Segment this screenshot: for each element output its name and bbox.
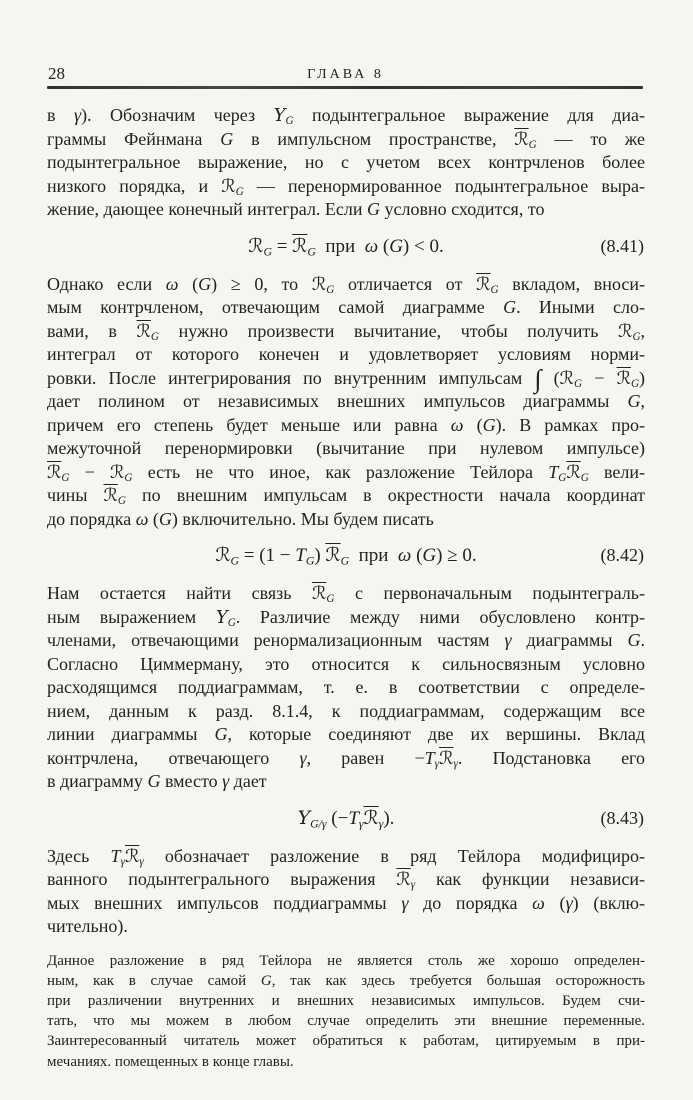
math-symbol: ω: [450, 414, 464, 435]
math-subscript: γ: [358, 816, 364, 830]
text-line: межуточной перенормировки (вычитание при нулевом импульсе): [47, 438, 645, 458]
inline-math: [147, 771, 160, 791]
display-formula: [47, 231, 645, 262]
formula-body: ℛ$_G$ = ℛ$_G$ при ω (G) < 0.: [248, 234, 444, 258]
inline-math: ∫: [534, 364, 542, 394]
formula-body: $Y_{G/\gamma}$ $(-T_\gamma ℛ_\gamma)$.: [297, 806, 395, 830]
inline-math: [248, 236, 272, 257]
text-line: дает полином от независимых внешних импульсов диаграммы G,: [47, 391, 645, 411]
math-symbol: ℛ: [476, 273, 491, 295]
inline-math: [560, 368, 582, 388]
paragraph: [47, 104, 645, 222]
math-symbol: G: [198, 273, 212, 294]
math-subscript: γ: [410, 879, 416, 892]
chapter-title: ГЛАВА 8: [307, 67, 384, 82]
text-line: причем его степень будет меньше или равна ω (G). В рамках про-: [47, 414, 645, 435]
math-symbol: ℛ: [325, 544, 341, 566]
math-symbol: ℛ: [47, 461, 62, 483]
math-symbol: G: [482, 414, 496, 435]
inline-math: [628, 391, 641, 411]
math-symbol: ℛ: [221, 175, 236, 197]
math-symbol: ℛ: [248, 234, 264, 257]
text-line: мых внешних импульсов поддиаграммы γ до порядка ω (γ) (вклю-: [47, 892, 645, 913]
math-symbol: T: [295, 545, 306, 566]
inline-math: [159, 509, 172, 529]
math-symbol: T: [348, 807, 359, 829]
math-subscript: G: [227, 616, 236, 629]
math-subscript: γ: [120, 855, 125, 868]
text-line: вами, в ℛ$_G$ нужно произвести вычитание, чтобы получить ℛ$_G$,: [47, 320, 645, 343]
math-symbol: ℛ: [124, 845, 140, 867]
math-symbol: ℛ: [110, 461, 125, 483]
text-line: низкого порядка, и ℛ$_G$ — перенормированное подынтегральное выра-: [47, 175, 645, 198]
math-symbol: T: [548, 461, 559, 482]
math-subscript: G/γ: [310, 816, 327, 830]
inline-math: [389, 236, 403, 257]
paragraph: [47, 845, 645, 939]
inline-math: [215, 545, 239, 566]
text-line: расходящимся поддиаграммам, т. е. в соответствии с определе-: [47, 677, 645, 697]
text-line: Данное разложение в ряд Тейлора не является столь же хорошо определен-: [47, 952, 645, 969]
page-number: 28: [48, 64, 65, 83]
math-symbol: ℛ: [363, 806, 379, 829]
text-line: ℛ$_G$ − ℛ$_G$ есть не что иное, как разложение Тейлора $T_Gℛ_G$ вели-: [47, 461, 645, 484]
inline-math: [103, 485, 126, 508]
math-symbol: Y: [273, 105, 286, 126]
math-subscript: G: [235, 185, 244, 198]
display-formula: [47, 540, 645, 571]
inline-math: [136, 509, 149, 529]
header-rule: [47, 86, 643, 89]
math-subscript: G: [305, 554, 315, 568]
math-symbol: ℛ: [136, 320, 151, 342]
page-body: [47, 104, 645, 1072]
math-subscript: G: [632, 330, 641, 343]
math-symbol: G: [389, 235, 403, 257]
math-symbol: G: [158, 508, 172, 529]
text-line: граммы Фейнмана G в импульсном пространстве, ℛ$_G$ — то же: [47, 128, 645, 151]
text-line: жение, дающее конечный интеграл. Если G условно сходится, то: [47, 199, 545, 219]
inline-math: [311, 583, 335, 606]
inline-math: [222, 771, 229, 791]
math-symbol: ω: [135, 508, 149, 529]
text-line: членами, отвечающими ренормализационным частям γ диаграммы G.: [47, 630, 645, 650]
inline-math: [166, 274, 179, 294]
text-line: ровки. После интегрирования по внутренним импульсам ∫ (ℛ$_G$ − ℛ$_G$): [47, 364, 645, 394]
equation-number: (8.41): [600, 235, 644, 256]
math-subscript: G: [150, 330, 159, 343]
inline-math: [451, 415, 464, 435]
math-subscript: G: [307, 244, 316, 258]
math-symbol: ℛ: [514, 128, 529, 150]
math-symbol: ℛ: [215, 544, 231, 566]
math-subscript: G: [490, 283, 499, 296]
inline-math: [261, 973, 272, 989]
inline-math: [367, 199, 380, 219]
math-symbol: ℛ: [292, 234, 308, 257]
inline-math: [221, 176, 243, 196]
text-line: Заинтересованный читатель может обратиться к работам, цитируемым в при-: [47, 1033, 645, 1050]
inline-math: [220, 129, 233, 149]
math-symbol: ℛ: [396, 869, 411, 890]
math-symbol: ℛ: [618, 320, 633, 342]
inline-math: [364, 808, 384, 829]
math-symbol: ω: [397, 545, 412, 566]
math-symbol: ω: [165, 273, 179, 294]
paragraph: [47, 582, 645, 794]
math-subscript: G: [263, 244, 272, 258]
math-subscript: γ: [453, 757, 458, 770]
inline-math: [483, 415, 496, 435]
inline-math: [110, 462, 132, 482]
math-symbol: T: [110, 845, 121, 866]
math-symbol: ℛ: [566, 461, 581, 483]
text-line: чины ℛ$_G$ по внешним импульсам в окрестности начала координат: [47, 485, 645, 508]
text-line: Согласно Циммерману, это относится к сильносвязным условно: [47, 653, 645, 674]
math-subscript: G: [326, 283, 335, 296]
math-subscript: G: [326, 593, 335, 606]
text-line: нием, данным к разд. 8.1.4, к поддиаграммам, содержащим все: [47, 700, 645, 721]
inline-math: [476, 274, 498, 294]
inline-math: [300, 748, 307, 768]
math-symbol: γ: [73, 105, 82, 125]
inline-math: [47, 462, 69, 482]
math-subscript: G: [574, 377, 583, 390]
inline-math: [422, 545, 436, 566]
math-subscript: G: [630, 377, 639, 390]
math-subscript: G: [124, 471, 133, 484]
text-line: линии диаграммы G, которые соединяют две их вершины. Вклад: [47, 724, 645, 744]
formula-body: ℛ$_G$ = $(1 - T_G)$ ℛ$_G$ при ω (G) ≥ 0.: [215, 544, 477, 568]
text-line: мечаниях. помещенных в конце главы.: [47, 1053, 294, 1070]
math-symbol: ℛ: [311, 583, 327, 604]
math-symbol: ℛ: [103, 485, 118, 506]
text-line: в диаграмму G вместо γ дает: [47, 771, 267, 791]
math-subscript: G: [285, 115, 294, 128]
inline-math: [396, 869, 416, 892]
inline-math: [504, 630, 511, 650]
inline-math: [628, 630, 641, 650]
inline-math: [312, 274, 334, 294]
inline-math: [111, 846, 125, 866]
text-line: тать, что мы можем в любом случае определить эти внешние переменные.: [47, 1013, 645, 1030]
text-line: контрчлена, отвечающего γ, равен $-T_\gamma ℛ_\gamma$. Подстановка его: [47, 747, 645, 770]
equation-number: (8.43): [600, 807, 644, 828]
inline-math: [125, 846, 144, 866]
math-subscript: G: [61, 471, 70, 484]
text-line: в γ). Обозначим через $Y_G$ подынтегральное выражение для диа-: [47, 105, 646, 128]
inline-math: [401, 893, 408, 913]
inline-math: [425, 748, 439, 768]
inline-math: [503, 297, 516, 317]
math-symbol: G: [214, 724, 228, 744]
text-line: подынтегральное выражение, но с учетом всех контрчленов более: [47, 152, 645, 172]
inline-math: [617, 368, 639, 388]
math-symbol: γ: [401, 892, 409, 913]
math-symbol: ℛ: [616, 367, 631, 389]
inline-math: [216, 607, 236, 627]
math-symbol: γ: [565, 892, 573, 913]
text-line: до порядка ω (G) включительно. Мы будем писать: [47, 508, 434, 529]
inline-math: [439, 748, 458, 768]
inline-math: [325, 545, 349, 566]
display-formula: [47, 803, 645, 834]
inline-math: [398, 545, 411, 566]
inline-math: [365, 236, 378, 257]
text-line: интеграл от которого конечен и удовлетворяет условиям норми-: [47, 344, 645, 364]
paragraph: [47, 273, 645, 532]
math-subscript: G: [558, 471, 567, 484]
inline-math: [137, 321, 159, 341]
inline-math: [548, 462, 566, 482]
math-subscript: G: [117, 495, 126, 508]
math-symbol: ℛ: [311, 273, 327, 295]
page-header: [47, 64, 644, 84]
math-symbol: G: [367, 199, 381, 219]
text-line: ным выражением $Y_G$. Различие между ними обусловлено контр-: [47, 606, 645, 629]
math-symbol: Y: [215, 606, 228, 628]
text-line: Нам остается найти связь ℛ$_G$ с первоначальным подынтеграль-: [47, 583, 645, 606]
inline-math: [618, 321, 640, 341]
math-subscript: G: [580, 471, 589, 484]
math-symbol: γ: [299, 747, 307, 768]
inline-math: [298, 808, 327, 829]
inline-math: [214, 724, 227, 744]
math-subscript: G: [528, 138, 537, 151]
math-subscript: γ: [434, 757, 440, 770]
math-symbol: Y: [297, 806, 311, 829]
inline-math: [74, 105, 81, 125]
inline-math: [532, 893, 545, 913]
inline-math: [273, 105, 294, 128]
math-symbol: ℛ: [559, 367, 575, 389]
math-subscript: G: [340, 554, 350, 568]
math-symbol: ω: [532, 892, 545, 913]
math-symbol: T: [424, 747, 435, 768]
math-symbol: ω: [364, 235, 379, 257]
math-symbol: γ: [222, 771, 230, 791]
text-line: чительно).: [47, 916, 128, 936]
inline-math: [295, 545, 314, 566]
inline-math: [198, 274, 211, 294]
math-subscript: γ: [378, 816, 384, 830]
math-symbol: G: [422, 545, 437, 566]
inline-math: [566, 462, 588, 482]
math-symbol: G: [147, 771, 161, 791]
math-symbol: G: [627, 391, 641, 411]
math-subscript: G: [230, 554, 239, 568]
text-line: ным, как в случае самой G, так как здесь требуется большая осторожность: [47, 972, 645, 989]
text-line: Однако если ω (G) ≥ 0, то ℛ$_G$ отличается от ℛ$_G$ вкладом, вноси-: [47, 273, 646, 296]
math-symbol: γ: [504, 630, 512, 650]
equation-number: (8.42): [600, 545, 644, 565]
math-symbol: G: [220, 128, 234, 149]
inline-math: [348, 808, 363, 829]
math-symbol: G: [627, 630, 641, 650]
inline-math: [514, 129, 536, 149]
footnote: [47, 951, 645, 1072]
math-symbol: ℛ: [439, 747, 454, 769]
text-line: Здесь $T_\gamma ℛ_\gamma$ обозначает разложение в ряд Тейлора модифициро-: [47, 845, 645, 868]
math-subscript: γ: [139, 855, 144, 868]
inline-math: [292, 236, 316, 257]
math-symbol: G: [260, 972, 272, 989]
math-symbol: G: [503, 297, 517, 317]
inline-math: [566, 893, 573, 913]
text-line: мым контрчленом, отвечающим самой диаграмме G. Иными сло-: [47, 297, 645, 317]
text-line: при различении внутренних и внешних независимых импульсов. Будем счи-: [47, 992, 645, 1009]
text-line: ванного подынтегрального выражения ℛ$_\gamma$ как функции независи-: [47, 869, 645, 892]
